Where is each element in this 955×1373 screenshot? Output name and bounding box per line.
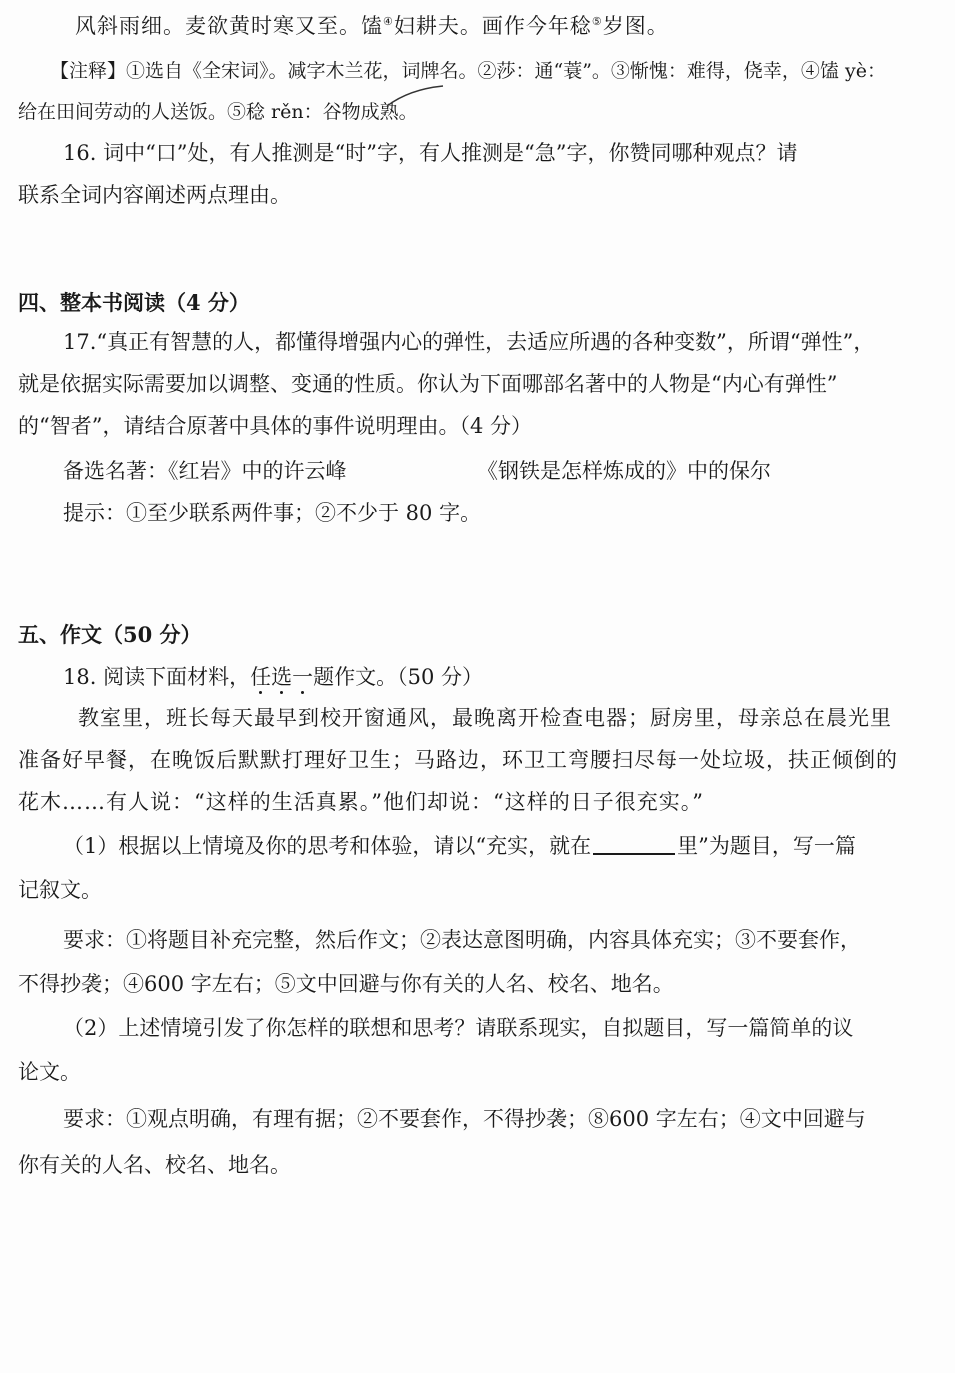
footnote-ref-5: ⑤ bbox=[591, 15, 603, 28]
material-line-3: 花木……有人说：“这样的生活真累。”他们却说：“这样的日子很充实。” bbox=[18, 790, 704, 814]
prompt-1-req-line-2: 不得抄袭；④600 字左右；⑤文中回避与你有关的人名、校名、地名。 bbox=[18, 972, 674, 996]
q17-line-2: 就是依据实际需要加以调整、变通的性质。你认为下面哪部名著中的人物是“内心有弹性” bbox=[18, 372, 838, 396]
q18-suffix: 题作文。（50 分） bbox=[313, 665, 483, 689]
section-4-heading: 四、整本书阅读（4 分） bbox=[18, 290, 250, 315]
q17-line-3: 的“智者”，请结合原著中具体的事件说明理由。（4 分） bbox=[18, 414, 533, 438]
prompt-1-req-line-1: 要求：①将题目补充完整，然后作文；②表达意图明确，内容具体充实；③不要套作， bbox=[63, 928, 861, 952]
poem-line bbox=[75, 11, 669, 41]
material-line-1: 教室里，班长每天最早到校开窗通风，最晚离开检查电器；厨房里，母亲总在晨光里 bbox=[78, 706, 892, 730]
notes-line-2: 给在田间劳动的人送饭。⑤稔 rěn：谷物成熟。 bbox=[18, 101, 418, 123]
prompt-1-line-1 bbox=[63, 831, 856, 861]
poem-text-3: 岁图。 bbox=[602, 14, 669, 38]
prompt-2-req-line-1: 要求：①观点明确，有理有据；②不要套作，不得抄袭；⑧600 字左右；④文中回避与 bbox=[63, 1107, 866, 1131]
q18-instruction bbox=[63, 662, 483, 692]
option-hongyan: 备选名著：《红岩》中的许云峰 bbox=[63, 459, 347, 483]
prompt-2-line-2: 论文。 bbox=[18, 1060, 81, 1084]
q16-line-1: 16. 词中“口”处，有人推测是“时”字，有人推测是“急”字，你赞同哪种观点？请 bbox=[63, 141, 798, 165]
material-line-2: 准备好早餐，在晚饭后默默打理好卫生；马路边，环卫工弯腰扫尽每一处垃圾，扶正倾倒的 bbox=[18, 748, 898, 772]
q18-emphasis-2: 选 bbox=[271, 665, 293, 689]
title-blank bbox=[593, 833, 675, 855]
poem-text-1: 风斜雨细。麦欲黄时寒又至。馌 bbox=[75, 14, 383, 38]
q16-line-2: 联系全词内容阐述两点理由。 bbox=[18, 183, 291, 207]
prompt-2-line-1: （2）上述情境引发了你怎样的联想和思考？请联系现实，自拟题目，写一篇简单的议 bbox=[63, 1016, 854, 1040]
section-5-heading: 五、作文（50 分） bbox=[18, 622, 202, 647]
prompt-2-req-line-2: 你有关的人名、校名、地名。 bbox=[18, 1153, 291, 1177]
footnote-ref-4: ④ bbox=[383, 15, 394, 28]
q18-emphasis-3: 一 bbox=[292, 665, 314, 689]
prompt-1-line-2: 记叙文。 bbox=[18, 878, 102, 902]
option-gangtie: 《钢铁是怎样炼成的》中的保尔 bbox=[477, 459, 771, 483]
prompt-1-text-a: （1）根据以上情境及你的思考和体验，请以“充实，就在 bbox=[63, 834, 592, 858]
prompt-1-text-b: 里”为题目，写一篇 bbox=[677, 834, 856, 858]
q17-hint: 提示：①至少联系两件事；②不少于 80 字。 bbox=[63, 501, 482, 525]
notes-line-1: 【注释】①选自《全宋词》。减字木兰花，词牌名。②莎：通“蓑”。③惭愧：难得，侥幸，④馌 yè： bbox=[50, 60, 886, 82]
q18-emphasis-1: 任 bbox=[250, 665, 272, 689]
q17-line-1: 17.“真正有智慧的人，都懂得增强内心的弹性，去适应所遇的各种变数”，所谓“弹性”， bbox=[63, 330, 875, 354]
q18-prefix: 18. 阅读下面材料， bbox=[63, 665, 251, 689]
poem-text-2: 妇耕夫。画作今年稔 bbox=[393, 14, 592, 38]
